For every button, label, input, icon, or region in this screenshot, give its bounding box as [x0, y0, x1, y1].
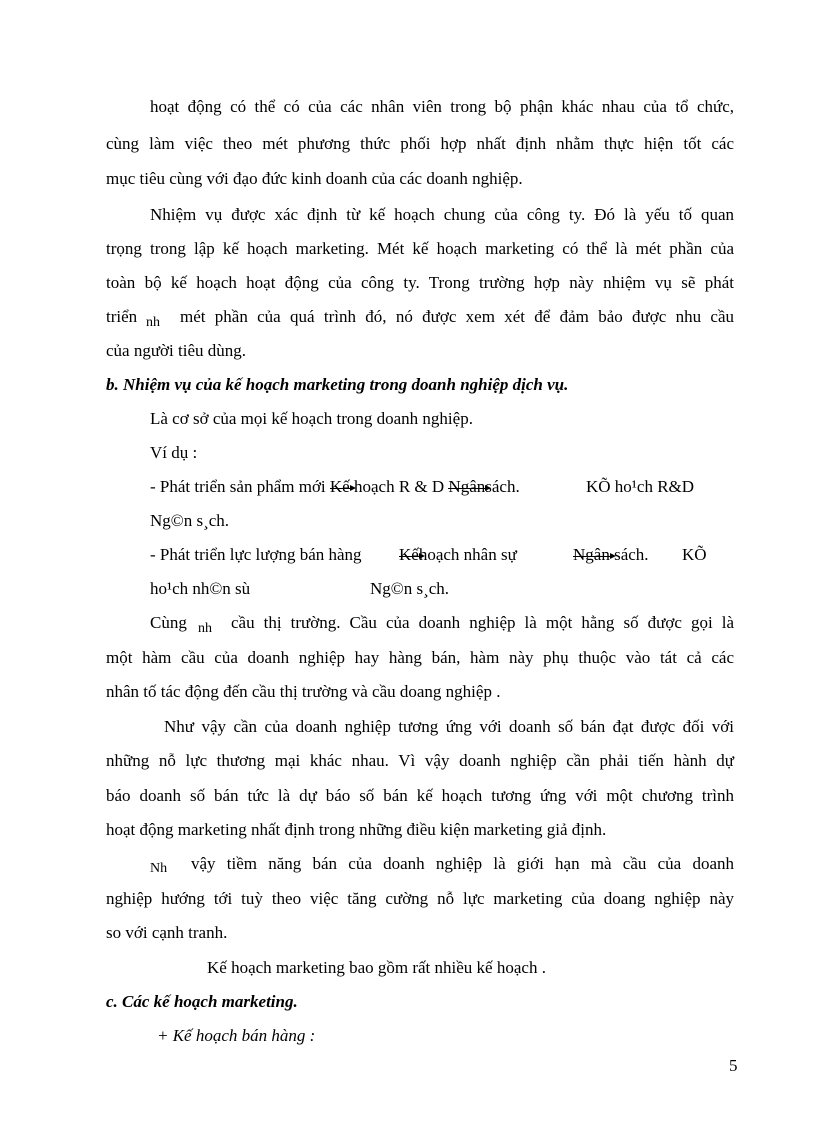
paragraph-line: một hàm cầu của doanh nghiệp hay hàng bán, hàm này phụ thuộc vào tát cả các: [106, 648, 734, 667]
paragraph-line: Là cơ sở của mọi kế hoạch trong doanh nghiệp.: [150, 409, 473, 428]
paragraph-line: cùng làm việc theo mét phương thức phối hợp nhất định nhằm thực hiện tốt các: [106, 134, 734, 153]
page-number: 5: [729, 1056, 738, 1075]
garbled-text: Ng©n s¸ch.: [150, 511, 230, 530]
arrow-icon: Kế: [329, 477, 350, 496]
example-text: hoạch R & D: [353, 477, 445, 496]
paragraph-line: mét phần của quá trình đó, nó được xem xét để đảm bảo được nhu cầu: [180, 307, 734, 326]
arrow-icon: Kế: [399, 545, 419, 564]
example-line-1: [150, 476, 520, 498]
garbled-text: KÕ: [682, 545, 707, 564]
paragraph-line: Như vậy cần của doanh nghiệp tương ứng với doanh số bán đạt được đối với: [164, 717, 734, 736]
garbled-text: ho¹ch nh©n sù: [150, 579, 251, 598]
example-text: - Phát triển sản phẩm mới: [150, 477, 326, 496]
example-text: sách.: [485, 477, 520, 496]
garbled-text: Ng©n s¸ch.: [370, 579, 450, 598]
arrow-icon: Ngân: [573, 545, 610, 564]
paragraph-line: của người tiêu dùng.: [106, 341, 247, 360]
paragraph-line: Nhiệm vụ được xác định từ kế hoạch chung của công ty. Đó là yếu tố quan: [150, 205, 734, 224]
paragraph-line: Kế hoạch marketing bao gồm rất nhiều kế hoạch .: [207, 958, 546, 977]
example-text: sách.: [614, 545, 649, 564]
example-line-2b: [399, 544, 517, 566]
paragraph-line: hoạt động có thể có của các nhân viên trong bộ phận khác nhau của tổ chức,: [150, 97, 734, 116]
paragraph-line: báo doanh số bán tức là dự báo số bán kế hoạch tương ứng với một chương trình: [106, 786, 734, 805]
paragraph-line: mục tiêu cùng với đạo đức kinh doanh của các doanh nghiệp.: [106, 169, 523, 188]
fragment: Nh: [150, 861, 168, 876]
list-item: + Kế hoạch bán hàng :: [157, 1026, 316, 1045]
paragraph-line: trọng trong lập kế hoạch marketing. Mét kế hoạch marketing có thể là mét phần của: [106, 239, 734, 258]
paragraph-line: những nỗ lực thương mại khác nhau. Vì vậy doanh nghiệp cần phải tiến hành dự: [106, 751, 734, 770]
paragraph-line: toàn bộ kế hoạch hoạt động của công ty. Trong trường hợp này nhiệm vụ sẽ phát: [106, 273, 734, 292]
paragraph-line: vậy tiềm năng bán của doanh nghiệp là giới hạn mà cầu của doanh: [191, 854, 734, 873]
paragraph-line: Ví dụ :: [150, 443, 198, 462]
example-line-2c: [573, 544, 649, 566]
paragraph-line: hoạt động marketing nhất định trong những điều kiện marketing giả định.: [106, 820, 607, 839]
example-text: - Phát triển lực lượng bán hàng: [150, 545, 362, 564]
paragraph-line: cầu thị trường. Cầu của doanh nghiệp là một hằng số được gọi là: [231, 613, 734, 632]
arrow-icon: Ngân: [448, 477, 486, 496]
word: triển: [106, 307, 138, 326]
section-heading-c: c. Các kế hoạch marketing.: [106, 992, 298, 1011]
example-text: hoạch nhân sự: [418, 545, 517, 564]
garbled-text: KÕ ho¹ch R&D: [586, 477, 695, 496]
fragment: nh: [198, 621, 212, 636]
example-line-2: [150, 544, 362, 566]
paragraph-line: [106, 306, 160, 330]
paragraph-line: so với cạnh tranh.: [106, 923, 228, 942]
fragment: nh: [146, 315, 160, 330]
paragraph-line: nghiệp hướng tới tuỳ theo việc tăng cường nỗ lực marketing của doang nghiệp này: [106, 889, 734, 908]
section-heading-b: b. Nhiệm vụ của kế hoạch marketing trong doanh nghiệp dịch vụ.: [106, 375, 569, 394]
word: Cùng: [150, 613, 187, 632]
paragraph-line: nhân tố tác động đến cầu thị trường và cầu doang nghiệp .: [106, 682, 501, 701]
paragraph-line: [150, 612, 212, 636]
